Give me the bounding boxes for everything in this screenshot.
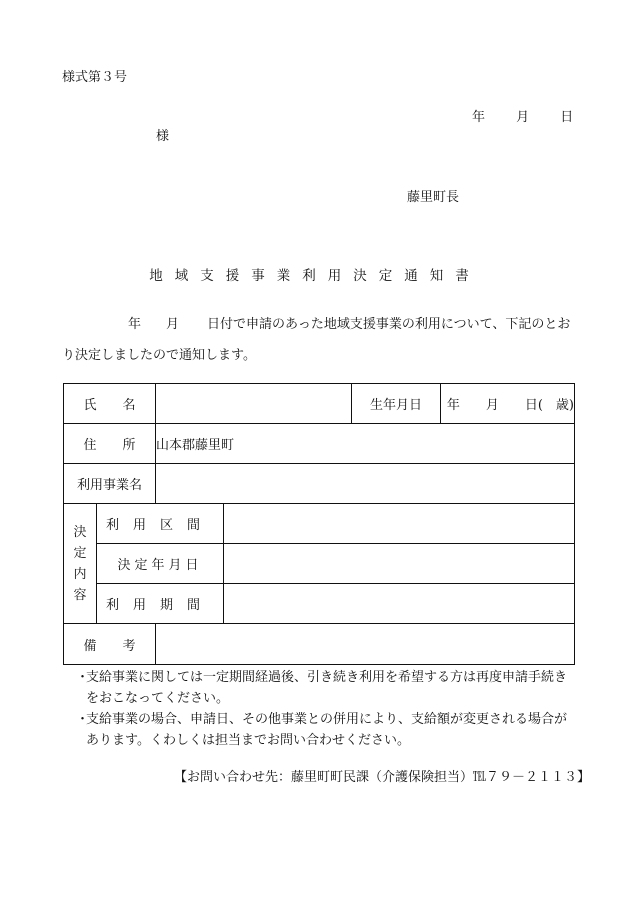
- note-text: 支給事業の場合、申請日、その他事業との併用により、支給額が変更される場合があります。くわしくは担当までお問い合わせください。: [86, 712, 568, 748]
- birthdate-field[interactable]: 年 月 日( 歳): [441, 384, 575, 424]
- decision-table: [63, 383, 575, 665]
- document-title: 地域支援事業利用決定通知書: [149, 268, 481, 284]
- remarks-label: 備 考: [64, 624, 156, 665]
- decision-char: 定: [73, 545, 87, 561]
- issuer: 藤里町長: [407, 190, 460, 205]
- decision-char: 容: [73, 587, 87, 603]
- address-field[interactable]: 山本郡藤里町: [156, 424, 575, 464]
- note-item: [76, 709, 576, 751]
- usage-section-label: 利用区間: [97, 504, 224, 544]
- body-month: 月: [166, 317, 180, 332]
- body-paragraph: [62, 309, 582, 371]
- usage-period-field[interactable]: [224, 584, 575, 624]
- body-text: 日付で申請のあった地域支援事業の利用について、下記のとおり決定しましたので通知します。: [62, 317, 571, 363]
- body-year: 年: [128, 317, 142, 332]
- date-day: 日: [560, 110, 574, 125]
- notes: [76, 667, 576, 751]
- issue-date: [472, 106, 573, 125]
- decision-char: 内: [73, 566, 87, 582]
- decision-content-label: [64, 504, 97, 624]
- usage-period-label: 利用期間: [97, 584, 224, 624]
- note-bullet: ・: [76, 670, 90, 685]
- address-label: 住 所: [64, 424, 156, 464]
- name-field[interactable]: [156, 384, 352, 424]
- usage-section-field[interactable]: [224, 504, 575, 544]
- recipient-suffix: 様: [156, 129, 170, 144]
- note-text: 支給事業に関しては一定期間経過後、引き続き利用を希望する方は再度申請手続きをおこなってください。: [86, 670, 568, 706]
- note-bullet: ・: [76, 712, 90, 727]
- date-year: 年: [472, 110, 486, 125]
- date-month: 月: [516, 110, 530, 125]
- birthdate-label: 生年月日: [352, 384, 441, 424]
- note-item: [76, 667, 576, 709]
- contact-info: 【お問い合わせ先：藤里町町民課（介護保険担当）℡７９－２１１３】: [174, 770, 591, 785]
- name-label: 氏 名: [64, 384, 156, 424]
- service-name-field[interactable]: [156, 464, 575, 504]
- decision-date-label: 決定年月日: [97, 544, 224, 584]
- decision-date-field[interactable]: [224, 544, 575, 584]
- remarks-field[interactable]: [156, 624, 575, 665]
- service-name-label: 利用事業名: [64, 464, 156, 504]
- form-number: 様式第３号: [62, 70, 128, 85]
- decision-char: 決: [73, 524, 87, 540]
